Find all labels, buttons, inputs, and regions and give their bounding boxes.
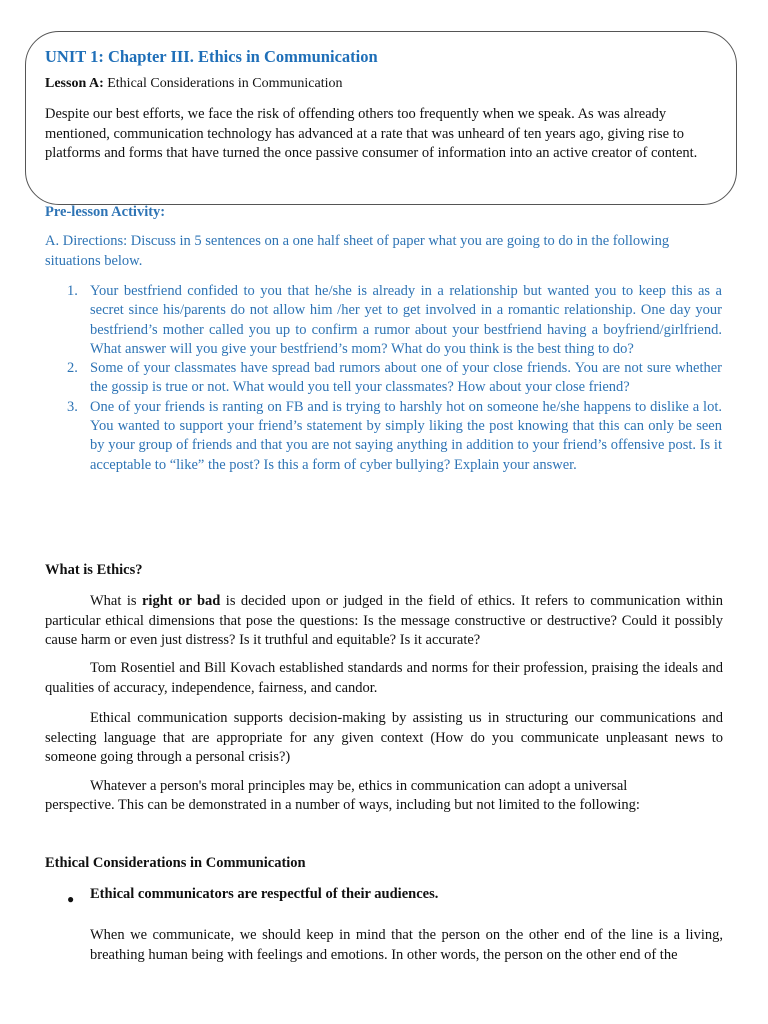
list-item-text: One of your friends is ranting on FB and is trying to harshly hot on someone he/she happens to dislike a lot. You wanted to support your friend’s statement by simply liking the post knowing that this can only be seen by your group of friends and that you are not saying anything in addition to your friend’s offensive post. Is it acceptable to “like” the post? Is this a form of cyber bullying? Explain your answer. xyxy=(90,398,722,473)
lesson-label: Lesson A: xyxy=(45,76,104,91)
directions-text: A. Directions: Discuss in 5 sentences on a one half sheet of paper what you are going to do in the following situations below. xyxy=(45,233,670,269)
lesson-name: Ethical Considerations in Communication xyxy=(107,76,343,91)
list-item xyxy=(45,398,722,475)
ethics-paragraph-4a: Whatever a person's moral principles may be, ethics in communication can adopt a universal xyxy=(90,778,628,794)
lesson-line xyxy=(45,76,342,92)
list-number: 3. xyxy=(67,398,78,415)
activity-list xyxy=(45,282,722,475)
list-item-text: Some of your classmates have spread bad rumors about one of your close friends. You are not sure whether the gossip is true or not. What would you tell your classmates? How about your close friend? xyxy=(90,360,722,396)
intro-paragraph: Despite our best efforts, we face the risk of offending others too frequently when we speak. As was already mentioned, communication technology has advanced at a rate that was unheard of ten years ago, giving rise to platforms and forms that have turned the once passive consumer of information into an active creator of content. xyxy=(45,106,698,161)
considerations-heading: Ethical Considerations in Communication xyxy=(45,855,306,871)
ethics-paragraph-4b: perspective. This can be demonstrated in a number of ways, including but not limited to the following: xyxy=(45,797,640,813)
p1-bold: right or bad xyxy=(142,593,221,609)
ethics-heading: What is Ethics? xyxy=(45,562,143,578)
bullet-point: Ethical communicators are respectful of their audiences. xyxy=(90,886,439,902)
ethics-paragraph-3: Ethical communication supports decision-making by assisting us in structuring our communications and selecting language that are appropriate for any given context (How do you communicate unpleasant news to someone going through a personal crisis?) xyxy=(45,710,723,765)
list-item xyxy=(45,282,722,359)
ethics-paragraph-1 xyxy=(45,592,723,651)
list-number: 1. xyxy=(67,283,78,299)
p1-post: is decided upon or judged in the field of ethics. It refers to communication within particular ethical dimensions that pose the questions: Is the message constructive or destructive? Could it possibly cause harm or even just distress? Is it truthful and equitable? Is it accurate? xyxy=(45,593,723,648)
pre-lesson-title: Pre-lesson Activity: xyxy=(45,204,166,220)
ethics-paragraph-2: Tom Rosentiel and Bill Kovach established standards and norms for their profession, praising the ideals and qualities of accuracy, independence, fairness, and candor. xyxy=(45,660,723,696)
list-number: 2. xyxy=(67,360,78,377)
bullet-icon: ● xyxy=(67,892,75,906)
considerations-paragraph: When we communicate, we should keep in mind that the person on the other end of the line is a living, breathing human being with feelings and emotions. In other words, the person on the other end of the xyxy=(90,927,723,963)
p1-pre: What is xyxy=(90,593,142,609)
unit-title: UNIT 1: Chapter III. Ethics in Communication xyxy=(45,47,378,66)
list-item-text: Your bestfriend confided to you that he/she is already in a relationship but wanted you to keep this as a secret since his/parents do not allow him /her yet to get involved in a romantic relationship. One day your bestfriend’s mother called you up to confirm a rumor about your bestfriend having a boyfriend/girlfriend. What answer will you give your bestfriend’s mom? What do you think is the best thing to do? xyxy=(90,283,722,357)
list-item xyxy=(45,359,722,398)
